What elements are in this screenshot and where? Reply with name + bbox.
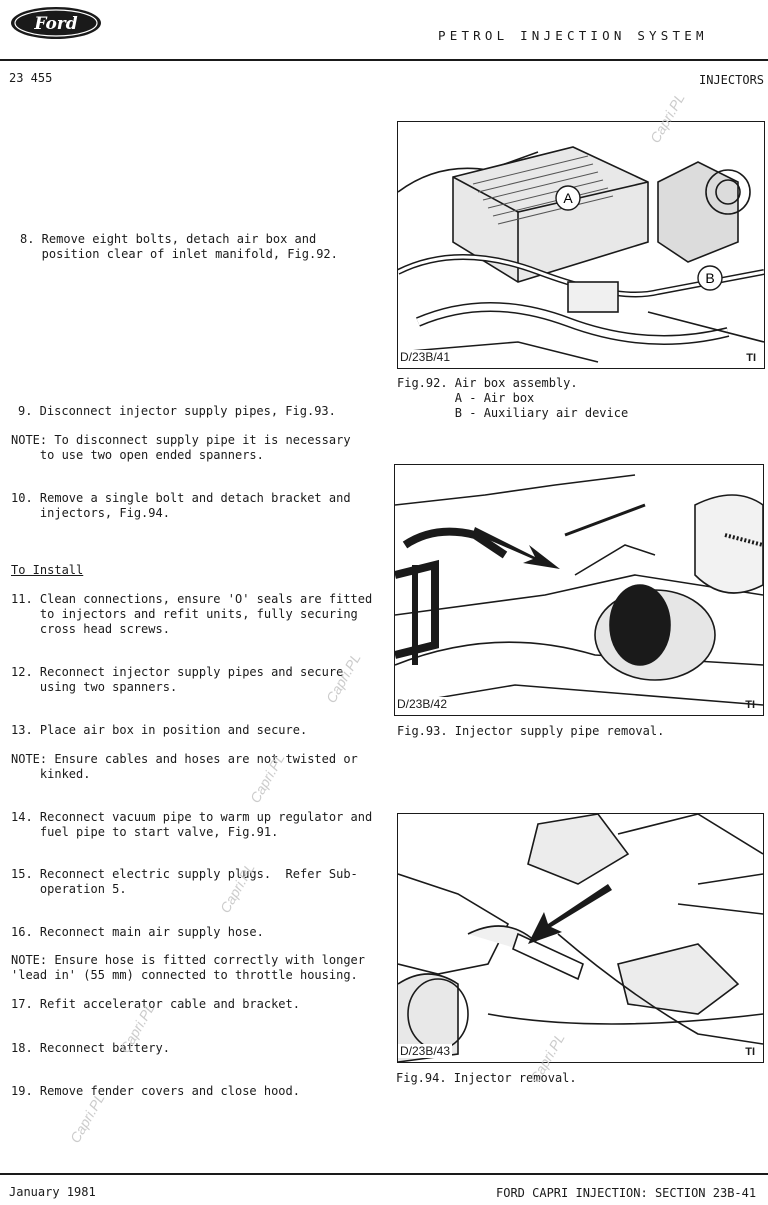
step-10: 10. Remove a single bolt and detach bracket and injectors, Fig.94. (11, 491, 351, 520)
figure-92-ref: D/23B/41 (400, 350, 451, 364)
figure-94-caption: Fig.94. Injector removal. (396, 1071, 577, 1085)
step-12: 12. Reconnect injector supply pipes and secure using two spanners. (11, 665, 344, 694)
figure-92-caption: Fig.92. Air box assembly. A - Air box B - Auxiliary air device (397, 376, 629, 420)
watermark: Capri.PL (646, 90, 688, 146)
figure-93-mark: TI (745, 699, 755, 711)
step-13: 13. Place air box in position and secure. (11, 723, 308, 737)
watermark: Capri.PL (66, 1090, 108, 1146)
footer-rule (0, 1173, 768, 1175)
step-16: 16. Reconnect main air supply hose. (11, 925, 264, 939)
watermark: Capri.PL (322, 650, 364, 706)
header-title: PETROL INJECTION SYSTEM (438, 28, 708, 43)
ford-logo (10, 6, 102, 40)
arrow-icon (473, 527, 560, 569)
callout-b: B (705, 270, 715, 286)
step-15: 15. Reconnect electric supply plugs. Refer Sub- operation 5. (11, 867, 358, 896)
watermark: Capri.PL (526, 1030, 568, 1086)
figure-92-mark: TI (746, 352, 756, 364)
note-3: NOTE: Ensure hose is fitted correctly with longer 'lead in' (55 mm) connected to throttle housing. (11, 953, 366, 982)
step-14: 14. Reconnect vacuum pipe to warm up regulator and fuel pipe to start valve, Fig.91. (11, 810, 373, 839)
supply-pipe-illustration (395, 465, 763, 715)
callout-a: A (563, 190, 573, 206)
install-heading: To Install (11, 563, 84, 577)
footer-date: January 1981 (9, 1185, 96, 1199)
ford-logo-text: Ford (34, 14, 78, 34)
figure-94 (397, 813, 764, 1063)
figure-94-ref: D/23B/43 (400, 1044, 451, 1058)
step-19: 19. Remove fender covers and close hood. (11, 1084, 300, 1098)
footer-section-ref: FORD CAPRI INJECTION: SECTION 23B-41 (496, 1186, 757, 1200)
note-1: NOTE: To disconnect supply pipe it is necessary to use two open ended spanners. (11, 433, 351, 462)
air-box-illustration (398, 122, 764, 368)
step-11: 11. Clean connections, ensure 'O' seals are fitted to injectors and refit units, fully securing cross head screws. (11, 592, 373, 636)
page-ref: 23 455 (9, 71, 53, 85)
figure-92 (397, 121, 765, 369)
figure-93-caption: Fig.93. Injector supply pipe removal. (397, 724, 665, 738)
step-8: 8. Remove eight bolts, detach air box and position clear of inlet manifold, Fig.92. (20, 232, 338, 261)
section-name: INJECTORS (699, 73, 765, 87)
figure-93-ref: D/23B/42 (397, 697, 448, 711)
note-2: NOTE: Ensure cables and hoses are not twisted or kinked. (11, 752, 358, 781)
figure-94-mark: TI (745, 1046, 755, 1058)
watermark: Capri.PL (216, 860, 258, 916)
step-9: 9. Disconnect injector supply pipes, Fig.93. (18, 404, 336, 418)
header-rule (0, 59, 768, 61)
step-18: 18. Reconnect battery. (11, 1041, 170, 1055)
watermark: Capri.PL (116, 1000, 158, 1056)
step-17: 17. Refit accelerator cable and bracket. (11, 997, 300, 1011)
watermark: Capri.PL (246, 750, 288, 806)
injector-removal-illustration (398, 814, 763, 1062)
figure-93 (394, 464, 764, 716)
arrow-icon (528, 884, 612, 944)
